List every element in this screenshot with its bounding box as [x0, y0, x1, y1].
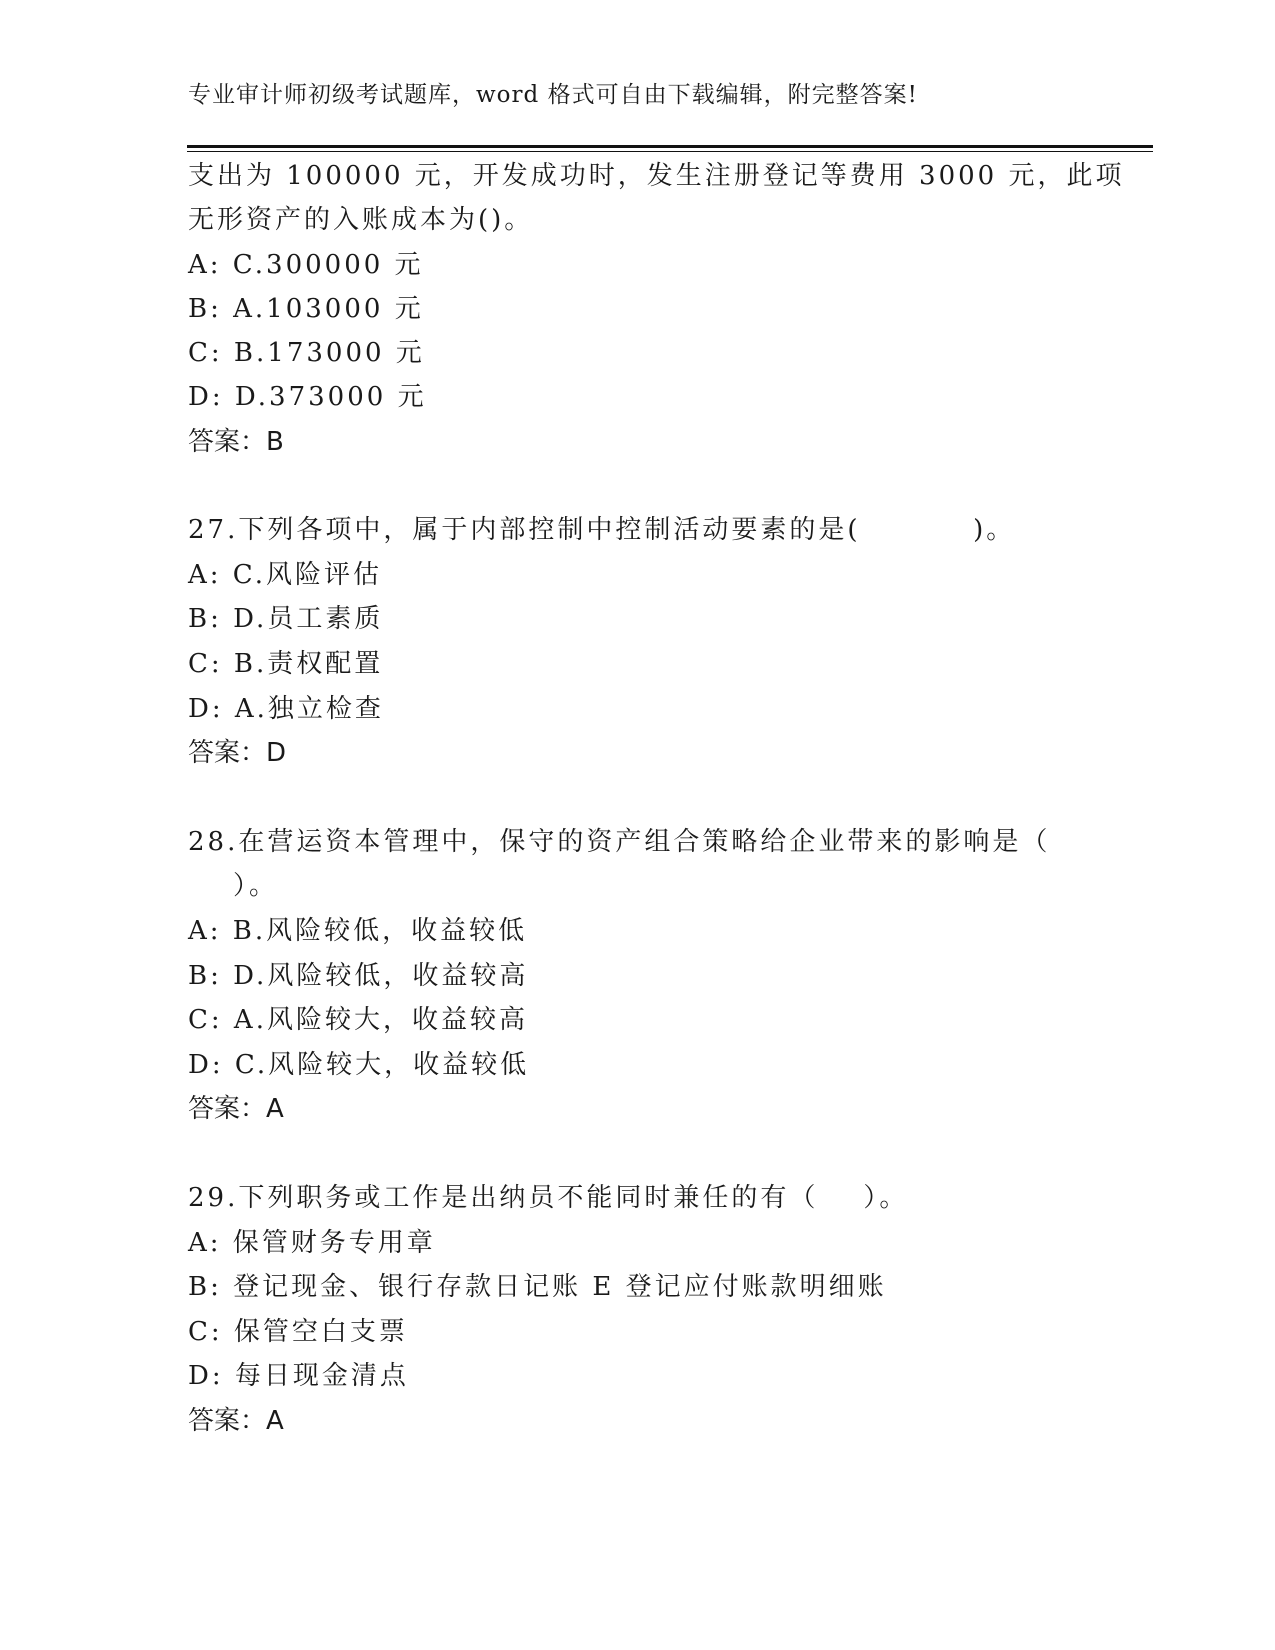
- header-rule-thin: [187, 151, 1153, 152]
- option-c: C: B.173000 元: [188, 338, 425, 368]
- header-rule-thick: [187, 145, 1153, 148]
- answer-label: 答案：A: [188, 1406, 284, 1436]
- option-d: D: 每日现金清点: [188, 1361, 409, 1391]
- option-c: C: B.责权配置: [188, 649, 384, 679]
- option-a: A: B.风险较低，收益较低: [188, 916, 528, 946]
- question-stem-line: 无形资产的入账成本为()。: [188, 205, 534, 235]
- option-b: B: D.员工素质: [188, 604, 384, 634]
- question-stem-line: 支出为 100000 元，开发成功时，发生注册登记等费用 3000 元，此项: [188, 161, 1125, 191]
- answer-label: 答案：A: [188, 1094, 284, 1124]
- option-c: C: 保管空白支票: [188, 1317, 408, 1347]
- option-c: C: A.风险较大，收益较高: [188, 1005, 528, 1035]
- answer-label: 答案：D: [188, 738, 287, 768]
- question-stem-line: 28.在营运资本管理中，保守的资产组合策略给企业带来的影响是（: [188, 827, 1051, 857]
- option-a: A: C.300000 元: [188, 250, 424, 280]
- option-b: B: A.103000 元: [188, 294, 424, 324]
- question-stem-line: 27.下列各项中，属于内部控制中控制活动要素的是( )。: [188, 515, 1016, 545]
- option-b: B: D.风险较低，收益较高: [188, 961, 529, 991]
- option-a: A: C.风险评估: [188, 560, 383, 590]
- question-stem-line: ）。: [188, 871, 279, 901]
- option-d: D: C.风险较大，收益较低: [188, 1050, 530, 1080]
- question-stem-line: 29.下列职务或工作是出纳员不能同时兼任的有（ ）。: [188, 1183, 909, 1213]
- option-d: D: D.373000 元: [188, 382, 427, 412]
- page-header: 专业审计师初级考试题库，word 格式可自由下载编辑，附完整答案!: [188, 82, 918, 108]
- answer-label: 答案：B: [188, 427, 284, 457]
- option-a: A: 保管财务专用章: [188, 1228, 436, 1258]
- option-b: B: 登记现金、银行存款日记账 E 登记应付账款明细账: [188, 1272, 887, 1302]
- option-d: D: A.独立检查: [188, 694, 384, 724]
